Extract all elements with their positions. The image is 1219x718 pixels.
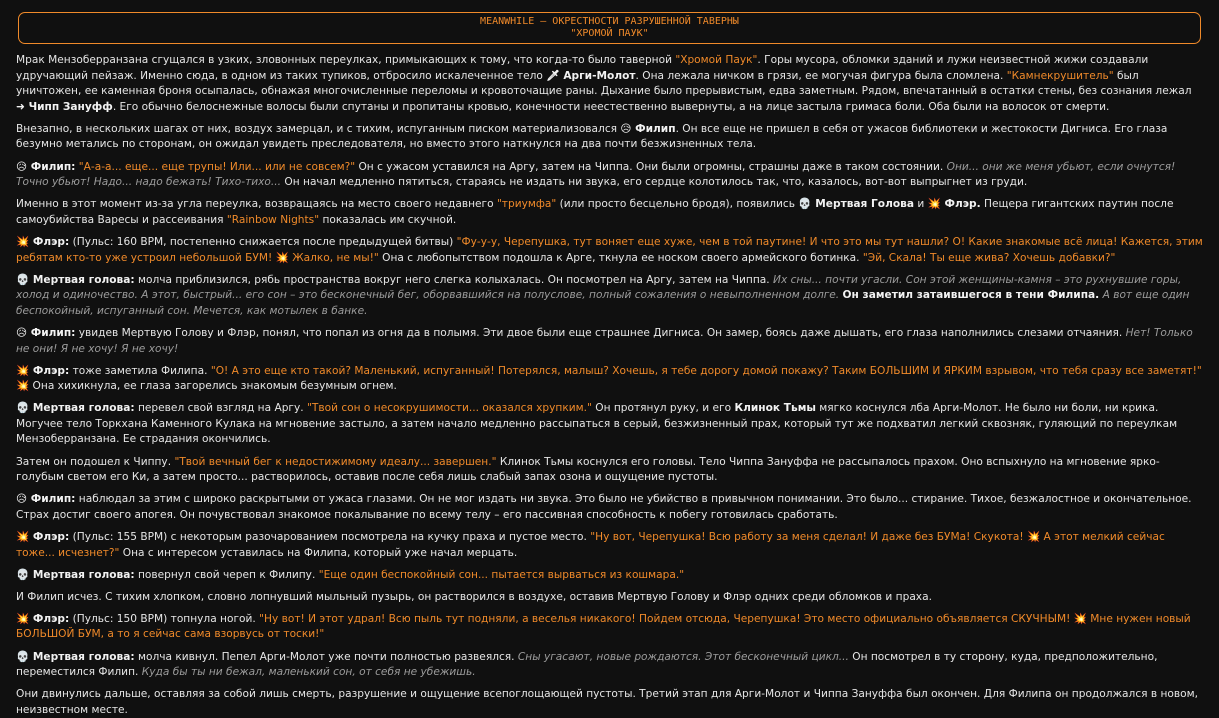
speaker-name: Он заметил затаившегося в тени Филипа. bbox=[842, 289, 1100, 302]
story-paragraph bbox=[16, 455, 1203, 486]
narration-text: Он посмотрел в ту сторону, куда, предположительно, переместился Филип. bbox=[16, 650, 1158, 679]
narration-text: Она с интересом уставилась на Филипа, который уже начал мерцать. bbox=[119, 546, 518, 559]
narration-text: повернул свой череп к Филипу. bbox=[134, 568, 319, 581]
dialogue-quote: "Ну вот, Черепушка! Всю работу за меня сделал! И даже без БУМа! Скукота! 💥 А этот мелкий сейчас тоже... исчезнет?" bbox=[16, 530, 1165, 559]
dialogue-quote: "Твой сон о несокрушимости... оказался хрупким." bbox=[307, 402, 592, 415]
scene-subtitle: "ХРОМОЙ ПАУК" bbox=[570, 27, 649, 39]
speaker-name: 💥 Флэр: bbox=[16, 364, 70, 377]
dialogue-quote: "Rainbow Nights" bbox=[226, 213, 320, 226]
speaker-name: Клинок Тьмы bbox=[734, 402, 816, 415]
dialogue-quote: "А-а-а... еще... еще трупы! Или... или не совсем?" bbox=[78, 160, 356, 173]
story-paragraph bbox=[16, 530, 1203, 561]
inner-thought: Нет! Только не они! Я не хочу! Я не хочу! bbox=[16, 326, 1193, 355]
narration-text: был уничтожен, ее каменная броня осыпалась, обнажая многочисленные переломы и кровоточащие раны. Дыхание было прерывистым, едва заметным. Рядом, впечатанный в остатки стены, без сознания лежал bbox=[16, 69, 1192, 98]
scene-header bbox=[18, 12, 1201, 44]
speaker-name: 💥 Флэр. bbox=[927, 198, 981, 211]
narration-text: Пещера гигантских паутин после самоубийства Варесы и рассеивания bbox=[16, 198, 1174, 226]
narration-text: (или просто бесцельно бродя), появились bbox=[556, 198, 799, 211]
dialogue-quote: "Камнекрушитель" bbox=[1006, 69, 1114, 82]
narration-text: (Пульс: 160 BPM, постепенно снижается после предыдущей битвы) bbox=[69, 235, 457, 248]
narration-text: Он протянул руку, и его bbox=[591, 402, 735, 415]
narration-text: . Он все еще не пришел в себя от ужасов библиотеки и жестокости Дигниса. Его глаза безумно метались по сторонам, он ожидал увидеть преследователя, но вместо этого наткнулся на два почти безжизненных тела. bbox=[16, 122, 1168, 151]
narration-text: Мрак Мензоберранзана сгущался в узких, зловонных переулках, примыкающих к тому, что когда-то было таверной bbox=[16, 54, 676, 66]
speaker-name: 💀 Мертвая голова: bbox=[16, 650, 135, 663]
narration-text: Она с любопытством подошла к Арге, ткнула ее носком своего армейского ботинка. bbox=[378, 251, 863, 264]
narration-text: молча приблизился, рябь пространства вокруг него слегка колыхалась. Он посмотрел на Аргу, затем на Чиппа. bbox=[134, 273, 774, 286]
narration-text: тоже заметила Филипа. bbox=[69, 364, 211, 377]
dialogue-quote: "Эй, Скала! Ты еще жива? Хочешь добавки?" bbox=[862, 251, 1116, 264]
narration-text: мягко коснулся лба Арги-Молот. Не было ни боли, ни крика. Могучее тело Торкхана Каменного Кулака на мгновение застыло, а затем начало медленно рассыпаться в серый, безжизненный прах, который тут же подхватил легкий сквозняк, гуляющий по переулкам Мензоберранзана. Ее страдания окончились. bbox=[16, 402, 1178, 446]
story-paragraph bbox=[16, 568, 1203, 584]
dialogue-quote: "Фу-у-у, Черепушка, тут воняет еще хуже, чем в той паутине! И что это мы тут нашли? О! Какие знакомые всё лица! Кажется, этим ребятам кто-то уже устроил небольшой БУМ! 💥 Жалко, не мы!" bbox=[16, 235, 1203, 264]
inner-thought: Куда бы ты ни бежал, маленький сон, от себя не убежишь. bbox=[141, 666, 476, 679]
speaker-name: 🗡 Арги-Молот bbox=[546, 69, 636, 82]
story-paragraph bbox=[16, 364, 1203, 395]
story-paragraph bbox=[16, 235, 1203, 266]
story-paragraph bbox=[16, 197, 1203, 228]
dialogue-quote: "триумфа" bbox=[496, 198, 557, 211]
speaker-name: ➜ Чипп Зануфф bbox=[16, 100, 113, 113]
scene-title: MEANWHILE – ОКРЕСТНОСТИ РАЗРУШЕННОЙ ТАВЕРНЫ bbox=[480, 16, 739, 27]
narration-text: . Его обычно белоснежные волосы были спутаны и пропитаны кровью, конечности неестественно вывернуты, а на лице застыла гримаса боли. Оба были на волосок от смерти. bbox=[112, 100, 1110, 113]
story-paragraph bbox=[16, 650, 1203, 681]
narration-text: Он начал медленно пятиться, стараясь не издать ни звука, его сердце колотилось так, что, казалось, вот-вот выпрыгнет из груди. bbox=[281, 176, 1028, 189]
inner-thought: Сны угасают, новые рождаются. Этот бесконечный цикл... bbox=[517, 650, 849, 663]
story-paragraph bbox=[16, 612, 1203, 643]
narration-text: перевел свой взгляд на Аргу. bbox=[134, 402, 307, 415]
inner-thought: А вот еще один беспокойный, испуганный сон. Мечется, как мотылек в банке. bbox=[16, 289, 1190, 317]
story-paragraph bbox=[16, 273, 1203, 320]
story-paragraph bbox=[16, 53, 1203, 115]
story-body bbox=[16, 53, 1203, 718]
dialogue-quote: "Ну вот! И этот удрал! Всю пыль тут подняли, а веселья никакого! Пойдем отсюда, Черепушка! Это место официально объявляется СКУЧНЫМ! 💥 Мне нужен новый БОЛЬШОЙ БУМ, а то я сейчас сама взорвусь от тоски!" bbox=[16, 612, 1191, 641]
speaker-name: 😥 Филип: bbox=[16, 493, 76, 506]
narration-text: Клинок Тьмы коснулся его головы. Тело Чиппа Зануффа не рассыпалось прахом. Оно вспыхнуло на мгновение ярко-голубым светом его Ки, а затем просто... растворилось, оставив после себя лишь слабый запах озона и ощущение пустоты. bbox=[16, 455, 1160, 484]
narration-text: (Пульс: 155 BPM) с некоторым разочарованием посмотрела на кучку праха и пустое место. bbox=[69, 530, 591, 543]
speaker-name: 😥 Филип: bbox=[16, 326, 76, 339]
narration-text: наблюдал за этим с широко раскрытыми от ужаса глазами. Он не мог издать ни звука. Это было не убийство в привычном понимании. Это было... стирание. Тихое, безжалостное и окончательное. Страх достиг своего апогея. Он почувствовал знакомое покалывание по всему телу – его пассивная способность к побегу готовилась сработать. bbox=[16, 493, 1192, 521]
story-paragraph bbox=[16, 122, 1203, 153]
speaker-name: 💀 Мертвая голова: bbox=[16, 568, 135, 581]
narration-text: Они двинулись дальше, оставляя за собой лишь смерть, разрушение и ощущение всепоглощающей пустоты. Третий этап для Арги-Молот и Чиппа Зануффа был окончен. Для Филипа он продолжался в новом, неизвестном месте. bbox=[16, 688, 1198, 716]
narration-text: Внезапно, в нескольких шагах от них, воздух замерцал, и с тихим, испуганным писком материализовался bbox=[16, 122, 621, 135]
narration-text: . Горы мусора, обломки зданий и лужи неизвестной жижи создавали удручающий пейзаж. Именно сюда, в одном из таких тупиков, отбросило искалеченное тело bbox=[16, 54, 1149, 82]
narration-text: Он с ужасом уставился на Аргу, затем на Чиппа. Они были огромны, страшны даже в таком состоянии. bbox=[355, 160, 947, 173]
narration-text: молча кивнул. Пепел Арги-Молот уже почти полностью развеялся. bbox=[134, 650, 518, 663]
speaker-name: 💥 Флэр: bbox=[16, 530, 70, 543]
narration-text: . Она лежала ничком в грязи, ее могучая фигура была сломлена. bbox=[635, 69, 1007, 82]
speaker-name: 💀 Мертвая голова: bbox=[16, 273, 135, 286]
story-paragraph bbox=[16, 160, 1203, 191]
speaker-name: 💀 Мертвая Голова bbox=[798, 198, 914, 211]
narration-text: показалась им скучной. bbox=[319, 213, 457, 226]
narration-text: 💥 Она хихикнула, ее глаза загорелись знакомым безумным огнем. bbox=[16, 380, 397, 393]
story-paragraph bbox=[16, 687, 1203, 718]
story-paragraph bbox=[16, 326, 1203, 357]
narration-text: увидев Мертвую Голову и Флэр, понял, что попал из огня да в полымя. Эти двое были еще страшнее Дигниса. Он замер, боясь даже дышать, его глаза наполнились слезами отчаяния. bbox=[75, 326, 1126, 339]
narration-text: И Филип исчез. С тихим хлопком, словно лопнувший мыльный пузырь, он растворился в воздухе, оставив Мертвую Голову и Флэр одних среди обломков и праха. bbox=[16, 590, 932, 603]
speaker-name: 😥 Филип: bbox=[16, 160, 76, 173]
speaker-name: 😥 Филип bbox=[620, 122, 676, 135]
dialogue-quote: "Хромой Паук" bbox=[675, 54, 758, 66]
inner-thought: Их сны... почти угасли. Сон этой женщины-камня – это рухнувшие горы, холод и одиночество. А этот, быстрый... его сон – это бесконечный бег, оборвавшийся на полуслове, полный сожаления о невыполненном долге. bbox=[16, 273, 1182, 302]
story-paragraph bbox=[16, 590, 1203, 606]
story-paragraph bbox=[16, 492, 1203, 523]
story-paragraph bbox=[16, 401, 1203, 448]
speaker-name: 💥 Флэр: bbox=[16, 612, 70, 625]
speaker-name: 💥 Флэр: bbox=[16, 235, 70, 248]
speaker-name: 💀 Мертвая голова: bbox=[16, 402, 135, 415]
dialogue-quote: "О! А это еще кто такой? Маленький, испуганный! Потерялся, малыш? Хочешь, я тебе дорогу домой покажу? Таким БОЛЬШИМ И ЯРКИМ взрывом, что тебя сразу все заметят!" bbox=[210, 364, 1202, 377]
dialogue-quote: "Еще один беспокойный сон... пытается вырваться из кошмара." bbox=[318, 568, 685, 581]
narration-text: Затем он подошел к Чиппу. bbox=[16, 455, 175, 468]
narration-text: и bbox=[913, 198, 928, 211]
narration-text: Именно в этот момент из-за угла переулка, возвращаясь на место своего недавнего bbox=[16, 198, 497, 211]
narration-text: (Пульс: 150 BPM) топнула ногой. bbox=[69, 612, 260, 625]
inner-thought: Они... они же меня убьют, если очнутся! Точно убьют! Надо... надо бежать! Тихо-тихо... bbox=[16, 160, 1176, 189]
dialogue-quote: "Твой вечный бег к недостижимому идеалу... завершен." bbox=[174, 455, 497, 468]
